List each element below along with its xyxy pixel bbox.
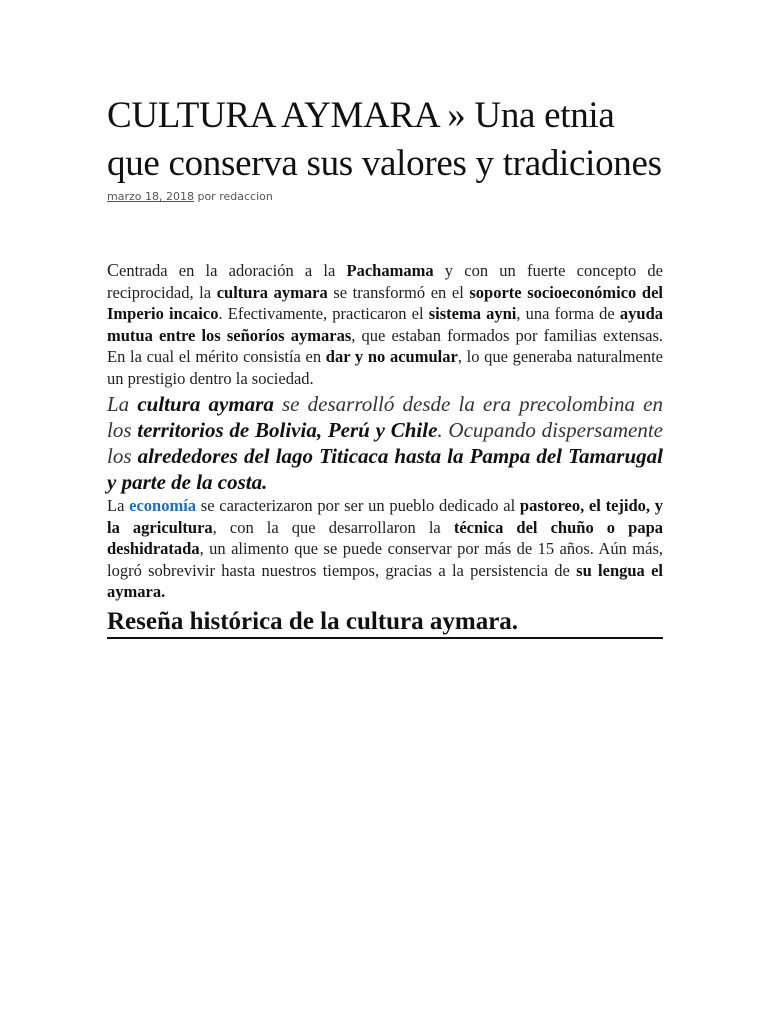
article-meta: [107, 190, 663, 204]
economia-link[interactable]: economía: [129, 496, 197, 515]
paragraph-3: [107, 495, 663, 603]
bold-run: dar y no acumular: [325, 347, 458, 366]
article-body: [107, 92, 663, 639]
bold-run: cultura aymara: [137, 392, 274, 416]
bold-run: alrededores del lago Titicaca hasta la Pampa del Tamarugal y parte de la costa.: [107, 444, 663, 494]
paragraph-1: [107, 260, 663, 389]
bold-run: técnica del chuño o papa deshidratada: [107, 517, 663, 558]
text-run: y con un fuerte concepto de reciprocidad, la: [107, 261, 663, 302]
text-run: , lo que generaba naturalmente un prestigio dentro la sociedad.: [107, 347, 663, 388]
article-author: redaccion: [219, 190, 273, 203]
text-run: La: [107, 496, 130, 515]
text-run: , con la que desarrollaron la: [212, 517, 454, 537]
article-title: CULTURA AYMARA » Una etnia que conserva sus valores y tradiciones: [107, 95, 662, 184]
bold-run: Pachamama: [346, 261, 434, 280]
text-run: entrada en la adoración a la: [119, 261, 347, 280]
text-run: . Ocupando dispersamente los: [107, 418, 663, 468]
text-run: , una forma de: [516, 304, 620, 323]
bold-run: pastoreo, el tejido, y la agricultura: [107, 496, 664, 537]
text-run: , que estaban formados por familias extensas. En la cual el mérito consistía en: [107, 325, 663, 366]
text-run: se desarrolló desde la era precolombina en los: [107, 392, 663, 442]
bold-run: su lengua el aymara.: [107, 560, 663, 601]
text-run: se caracterizaron por ser un pueblo dedicado al: [196, 496, 520, 515]
bold-run: ayuda mutua entre los señoríos aymaras: [107, 304, 664, 345]
bold-run: territorios de Bolivia, Perú y Chile: [137, 418, 438, 442]
text-run: se transformó en el: [327, 282, 470, 302]
paragraph-2: [107, 391, 663, 495]
section-heading: Reseña histórica de la cultura aymara.: [107, 607, 663, 639]
article-date-link[interactable]: marzo 18, 2018: [107, 190, 194, 203]
text-run: La: [107, 392, 138, 416]
bold-run: soporte socioeconómico del Imperio incaico: [107, 282, 663, 323]
text-run: , un alimento que se puede conservar por más de 15 años. Aún más, logró sobrevivir hasta nuestros tiempos, gracias a la persistencia de: [107, 539, 663, 580]
bold-run: sistema ayni: [428, 304, 517, 323]
byline-prefix: por: [197, 190, 216, 203]
text-run: . Efectivamente, practicaron el: [218, 304, 429, 323]
drop-cap: C: [107, 260, 120, 280]
bold-run: cultura aymara: [216, 282, 328, 302]
